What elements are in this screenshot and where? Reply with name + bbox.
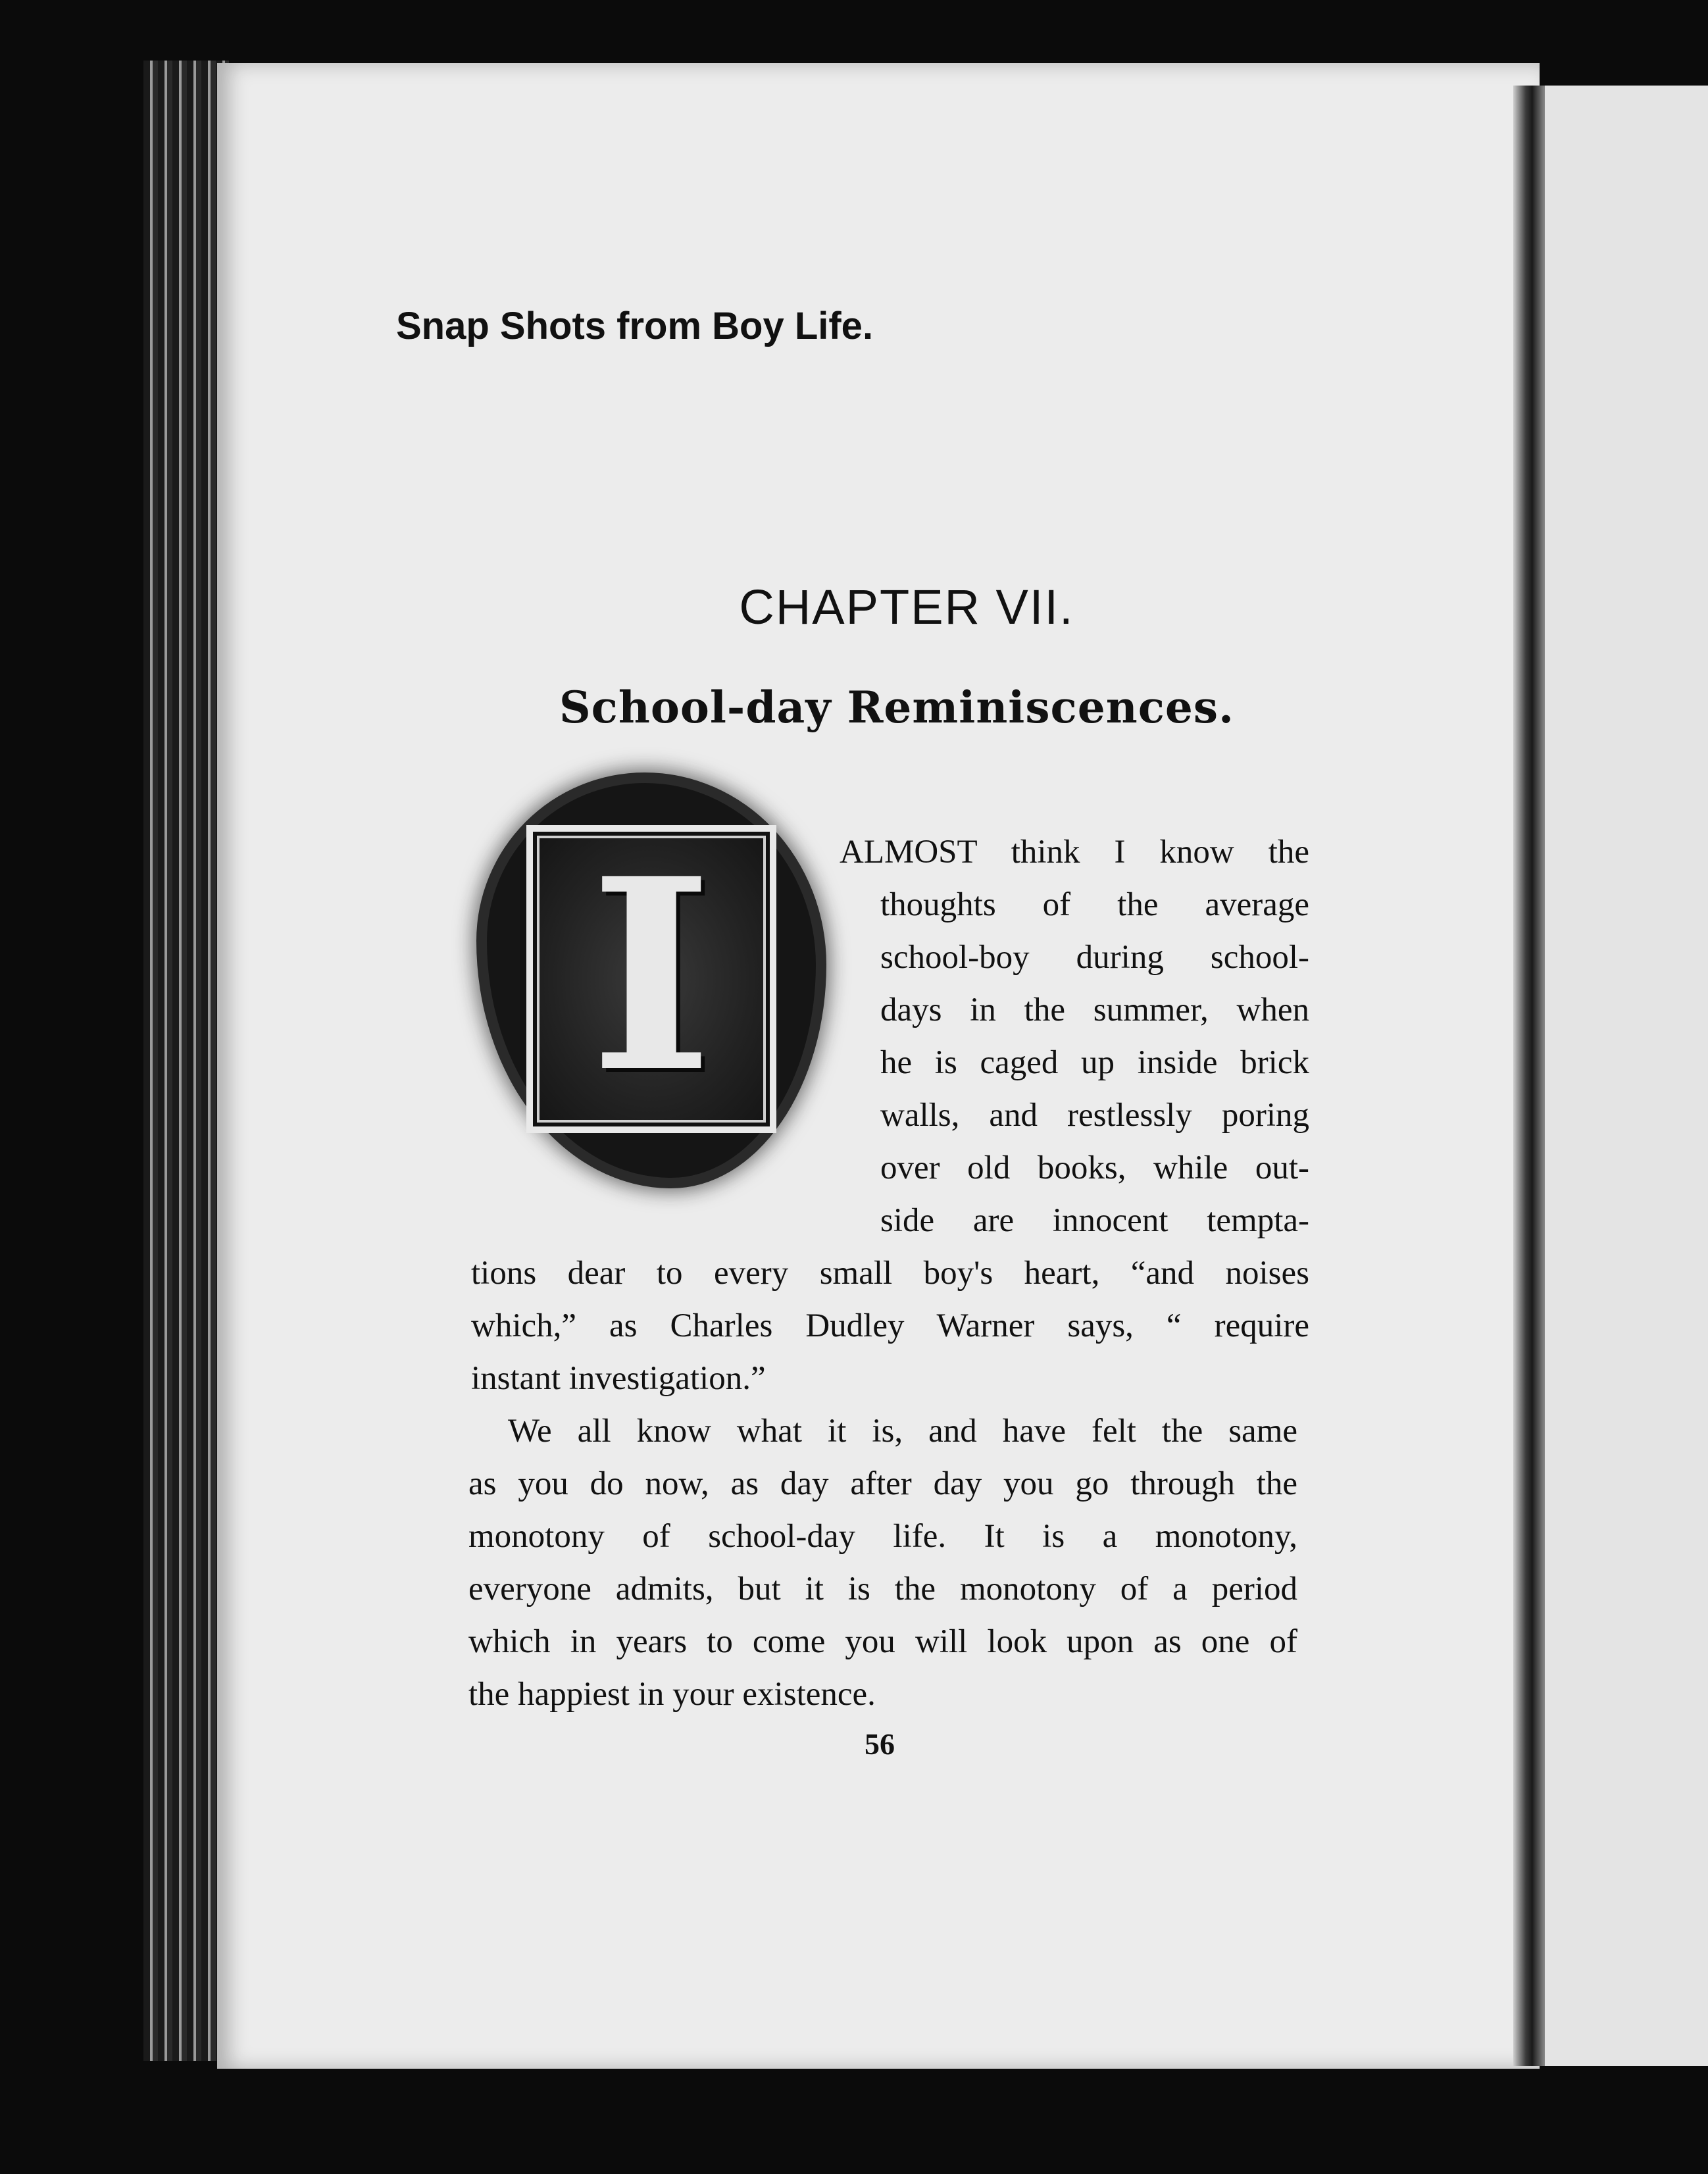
chapter-title: School-day Reminiscences. <box>559 682 1235 733</box>
text-line: We all know what it is, and have felt the same <box>508 1413 1297 1450</box>
page-edges <box>143 61 229 2061</box>
text-line: tions dear to every small boy's heart, “and noises <box>471 1255 1309 1292</box>
drop-cap-letter: I <box>590 821 713 1130</box>
text-line: he is caged up inside brick <box>880 1044 1309 1081</box>
text-line: as you do now, as day after day you go through the <box>468 1465 1297 1502</box>
text-line: which in years to come you will look upon as one of <box>468 1623 1297 1660</box>
page-number: 56 <box>865 1727 895 1761</box>
running-head: Snap Shots from Boy Life. <box>396 305 874 347</box>
book-gutter <box>1513 86 1545 2066</box>
text-line: days in the summer, when <box>880 992 1309 1028</box>
drop-cap-frame <box>526 821 776 1133</box>
drop-cap-ornament <box>487 783 816 1178</box>
text-line: everyone admits, but it is the monotony of a period <box>468 1571 1297 1607</box>
text-line: thoughts of the average <box>880 886 1309 923</box>
text-line: walls, and restlessly poring <box>880 1097 1309 1134</box>
text-line: instant investigation.” <box>471 1360 766 1397</box>
facing-page-edge <box>1545 86 1708 2066</box>
text-line: ALMOST think I know the <box>840 834 1309 871</box>
text-line: side are innocent tempta- <box>880 1202 1309 1239</box>
text-line: over old books, while out- <box>880 1150 1309 1186</box>
text-line: the happiest in your existence. <box>468 1676 876 1713</box>
chapter-number: CHAPTER VII. <box>739 580 1074 634</box>
text-line: school-boy during school- <box>880 939 1309 976</box>
book-page <box>217 63 1540 2069</box>
text-line: which,” as Charles Dudley Warner says, “ require <box>471 1307 1309 1344</box>
text-line: monotony of school-day life. It is a monotony, <box>468 1518 1297 1555</box>
